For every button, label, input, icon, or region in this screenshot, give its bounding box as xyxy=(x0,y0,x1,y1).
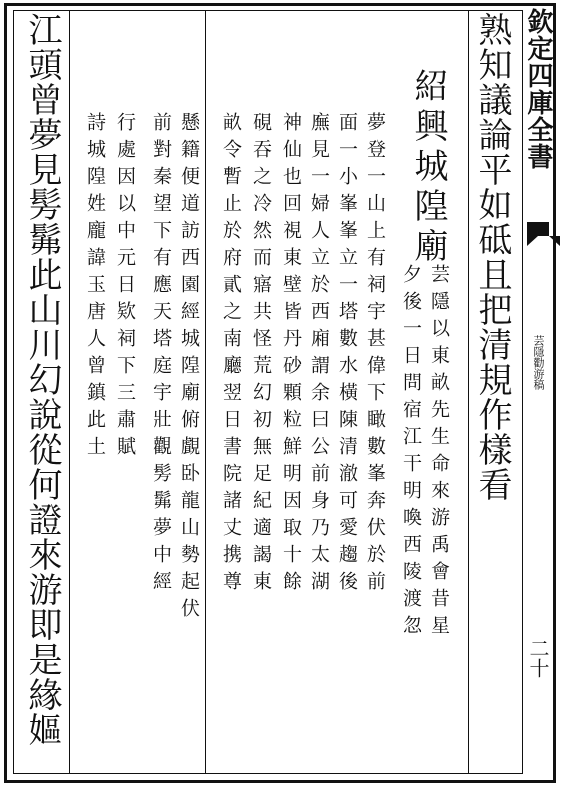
text-column: 畝令暫止於府貳之南廳翌日書院諸丈携尊 xyxy=(220,112,242,598)
text-column: 行處因以中元日欵祠下三肅賦 xyxy=(114,112,136,463)
text-column: 廡見一婦人立於西廂謂余曰公前身乃太湖 xyxy=(308,112,330,598)
text-column: 懸籍便道訪西園經城隍廟俯覰卧龍山勢起伏 xyxy=(178,112,200,625)
collection-title: 欽定四庫全書 xyxy=(523,8,553,170)
column-rule xyxy=(205,10,206,774)
text-column: 熟知議論平如砥且把清規作樣看 xyxy=(472,12,512,502)
column-rule xyxy=(69,10,70,774)
text-column: 芸隱以東畝先生命來游禹會昔星 xyxy=(428,264,450,642)
page-number: 二十 xyxy=(526,638,550,678)
text-column: 夢登一山上有祠宇甚偉下瞰數峯奔伏於前 xyxy=(364,112,386,598)
fishtail-right-mark xyxy=(538,236,560,246)
text-column: 詩城隍姓龐諱玉唐人曾鎮此土 xyxy=(84,112,106,463)
fishtail-mark xyxy=(527,222,549,236)
section-heading: 紹興城隍廟 xyxy=(408,68,448,268)
text-column: 神仙也回視東壁皆丹砂顆粒鮮明因取十餘 xyxy=(280,112,302,598)
text-column: 前對秦望下有應天塔庭宇壯觀髣髴夢中經 xyxy=(150,112,172,598)
text-column: 江頭曾夢見髣髴此山川幻說從何證來游即是緣嫗 xyxy=(22,12,62,747)
text-column: 夕後一日問宿江干明喚西陵渡忽 xyxy=(400,264,422,642)
text-column: 硯吞之冷然而寤共怪荒幻初無足紀適謁東 xyxy=(250,112,272,598)
column-rule xyxy=(468,10,469,774)
text-column: 面一小峯峯立一塔數水橫陳清澈可愛趨後 xyxy=(336,112,358,598)
book-title: 芸隱勸游稿 xyxy=(532,335,545,390)
